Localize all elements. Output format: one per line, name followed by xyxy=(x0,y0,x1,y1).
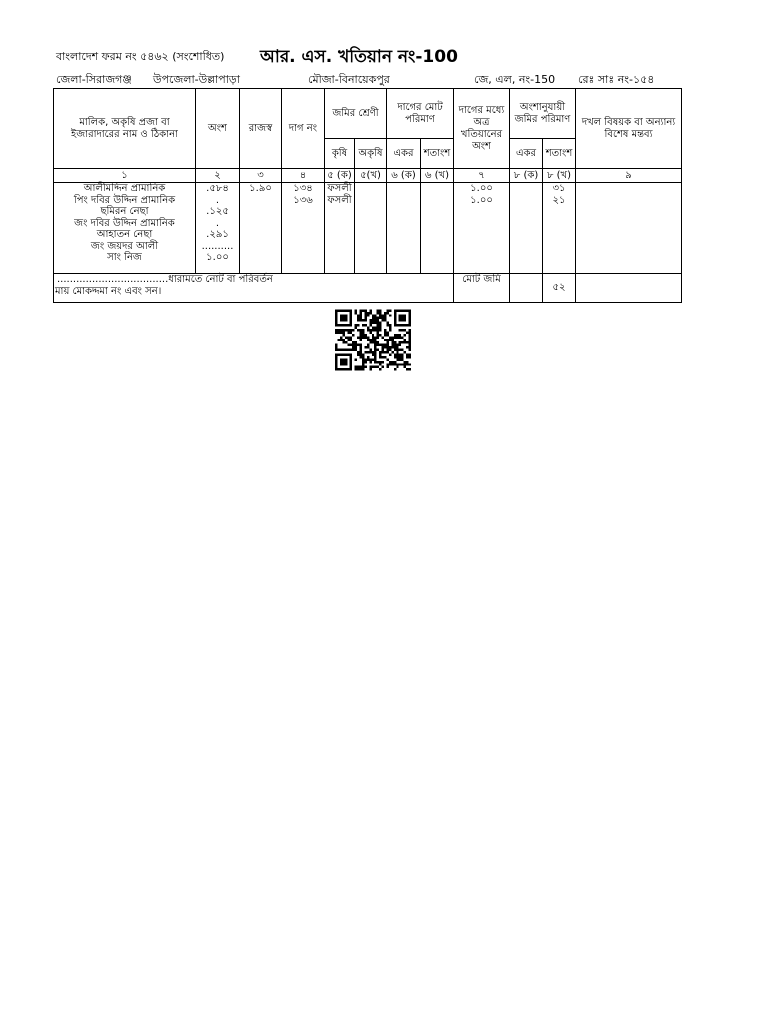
col-number: ৬ (ক) xyxy=(387,169,421,183)
form-label: বাংলাদেশ ফরম নং ৫৪৬২ (সংশোধিত) xyxy=(56,50,225,63)
dag-number: ১৩৬ xyxy=(293,194,313,206)
revenue-header: রাজস্ব xyxy=(240,89,282,169)
owner-list xyxy=(54,183,196,274)
col-number: ৪ xyxy=(282,169,325,183)
col-number: ৩ xyxy=(240,169,282,183)
col-number: ৮ (ক) xyxy=(510,169,543,183)
owner-name: পিং দবির উদ্দিন প্রামানিক xyxy=(73,194,176,206)
document-title: আর. এস. খতিয়ান নং-100 xyxy=(260,47,458,67)
register-number: রেঃ সাঃ নং-১৫৪ xyxy=(578,73,655,86)
mouza: মৌজা-বিনায়েকপুর xyxy=(308,73,390,86)
col-number: ৯ xyxy=(576,169,682,183)
jl-number: জে, এল, নং-150 xyxy=(474,73,556,86)
land-class: ফসলী xyxy=(327,194,352,206)
total-value: ৫২ xyxy=(543,274,576,303)
owner-name: জং জয়দর আলী xyxy=(90,240,159,252)
share-value: .......... xyxy=(201,240,234,252)
remarks-cell xyxy=(576,183,682,274)
khatian-share-list xyxy=(454,183,510,274)
decimal-list xyxy=(543,183,576,274)
share-land-header: অংশানুযায়ী জমির পরিমাণ xyxy=(510,89,576,139)
remarks-header: দখল বিষয়ক বা অন্যান্য বিশেষ মন্তব্য xyxy=(576,89,682,169)
owner-name: আহাতন নেছা xyxy=(96,229,153,240)
decimal-header: শতাংশ xyxy=(421,139,454,169)
empty-cell xyxy=(355,183,387,274)
share-header: অংশ xyxy=(196,89,240,169)
empty-cell xyxy=(576,274,682,303)
agri-header: কৃষি xyxy=(325,139,355,169)
col-number: ৫(খ) xyxy=(355,169,387,183)
owner-name: জং দবির উদ্দিন প্রামানিক xyxy=(74,217,175,229)
share-value: ১.০০ xyxy=(206,252,229,263)
class-list xyxy=(325,183,355,274)
land-class-header: জমির শ্রেণী xyxy=(325,89,387,139)
col-number: ৬ (খ) xyxy=(421,169,454,183)
col-number: ২ xyxy=(196,169,240,183)
share-list xyxy=(196,183,240,274)
dag-number-header: দাগ নং xyxy=(282,89,325,169)
share-value: .৫৮৪ xyxy=(206,183,229,194)
col-number: ৫ (ক) xyxy=(325,169,355,183)
revenue-value: ১.৯০ xyxy=(249,183,272,194)
acre2-header: একর xyxy=(510,139,543,169)
khatian-share: ১.০০ xyxy=(470,183,493,194)
dag-list xyxy=(282,183,325,274)
revenue-cell xyxy=(240,183,282,274)
col-number: ১ xyxy=(54,169,196,183)
footer-note-line1: ...................................ধারামতে নোট বা পরিবর্তন xyxy=(57,274,273,285)
share-value: .২৯১ xyxy=(206,229,229,240)
upazila: উপজেলা-উল্লাপাড়া xyxy=(153,73,240,86)
qr-code xyxy=(335,309,411,371)
empty-cell xyxy=(510,183,543,274)
empty-cell xyxy=(387,183,421,274)
district: জেলা-সিরাজগঞ্জ xyxy=(56,73,132,86)
footer-note xyxy=(54,274,454,303)
empty-cell xyxy=(421,183,454,274)
dag-number: ১৩৪ xyxy=(293,183,313,194)
owner-name: ছমিরন নেছা xyxy=(100,206,149,217)
decimal2-header: শতাংশ xyxy=(543,139,576,169)
owner-name: সাং নিজ xyxy=(107,252,142,263)
khatian-share: ১.০০ xyxy=(470,194,493,206)
khatian-share-header: দাগের মধ্যে অত্র খতিয়ানের অংশ xyxy=(454,89,510,169)
dag-total-header: দাগের মোট পরিমাণ xyxy=(387,89,454,139)
share-value: .১২৫ xyxy=(206,206,229,217)
empty-cell xyxy=(510,274,543,303)
total-label: মোট জমি xyxy=(454,274,510,303)
col-number: ৮ (খ) xyxy=(543,169,576,183)
share-value: . xyxy=(215,217,220,229)
decimal-value: ৩১ xyxy=(552,183,566,194)
nonagri-header: অকৃষি xyxy=(355,139,387,169)
col-number: ৭ xyxy=(454,169,510,183)
decimal-value: ২১ xyxy=(552,194,566,206)
owner-name: আলীমদ্দিন প্রামানিক xyxy=(83,183,166,194)
owner-header: মালিক, অকৃষি প্রজা বা ইজারাদারের নাম ও ঠিকানা xyxy=(54,89,196,169)
acre-header: একর xyxy=(387,139,421,169)
khatian-table xyxy=(53,88,682,303)
share-value: . xyxy=(215,194,220,206)
land-class: ফসলী xyxy=(327,183,352,194)
footer-note-line2: মায় মোকদ্দমা নং এবং সন। xyxy=(55,286,162,297)
